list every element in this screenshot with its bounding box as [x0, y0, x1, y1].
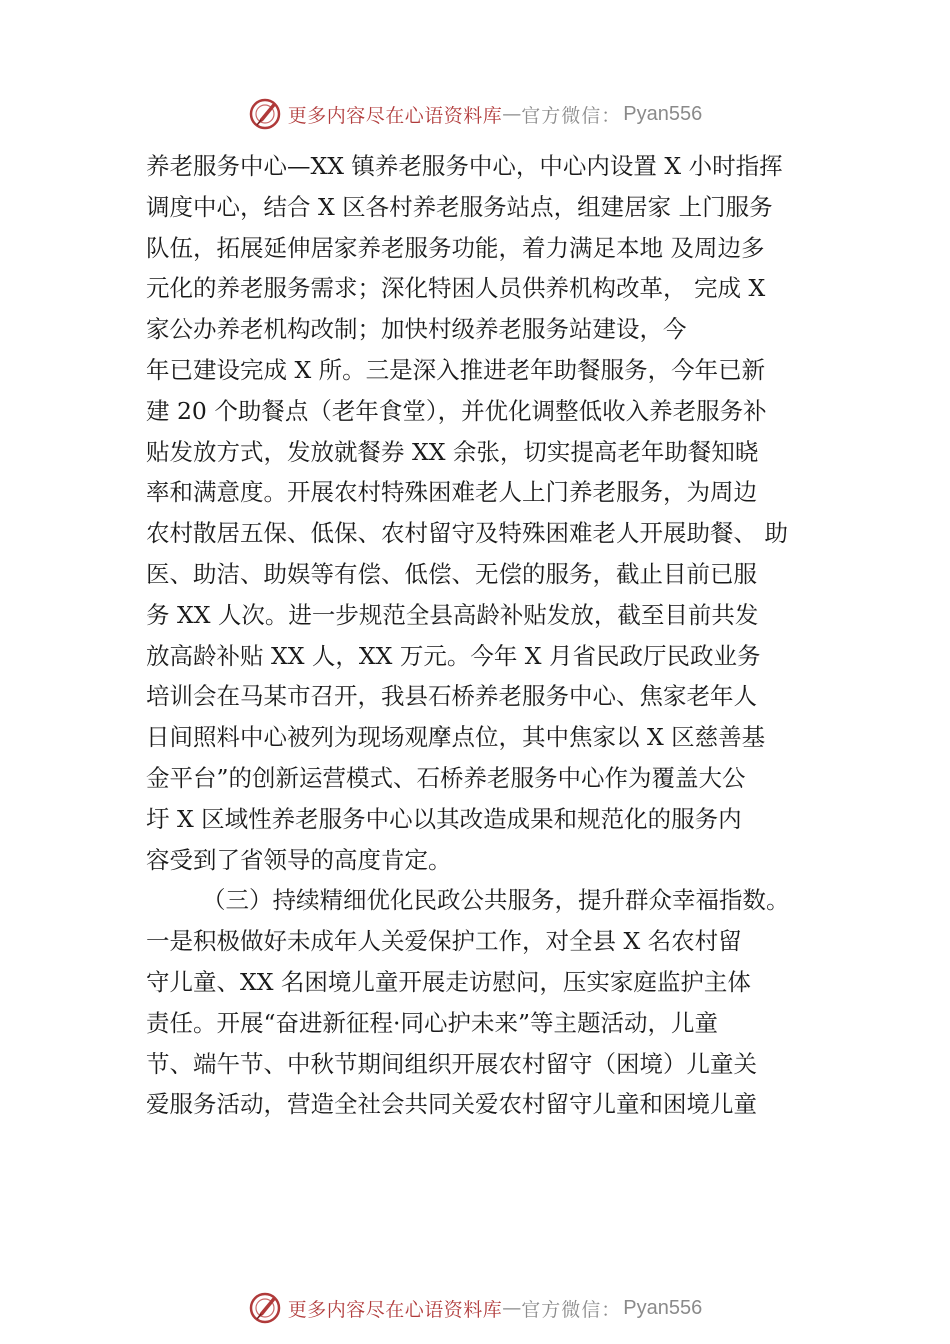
quill-seal-icon — [248, 97, 282, 131]
text-line: 培训会在马某市召开，我县石桥养老服务中心、焦家老年人 — [146, 682, 757, 711]
watermark-sub-text: 官方微信： — [521, 104, 622, 127]
text-line: 放高龄补贴 XX 人，XX 万元。今年 X 月省民政厅民政业务 — [146, 641, 761, 670]
document-body — [146, 146, 826, 1125]
quill-seal-icon — [248, 1291, 282, 1325]
watermark-sub-text: 官方微信： — [521, 1298, 622, 1321]
text-line: 家公办养老机构改制；加快村级养老服务站建设，今 — [146, 315, 687, 344]
watermark-account: Pyan556 — [623, 1296, 703, 1319]
watermark-separator: — — [502, 103, 522, 125]
watermark-main-text: 更多内容尽在心语资料库 — [287, 1298, 503, 1321]
watermark-separator: — — [502, 1297, 522, 1319]
watermark-account: Pyan556 — [623, 102, 703, 125]
text-line: 节、端午节、中秋节期间组织开展农村留守（困境）儿童关 — [146, 1049, 757, 1078]
watermark-main-text: 更多内容尽在心语资料库 — [287, 104, 503, 127]
text-line: 圩 X 区域性养老服务中心以其改造成果和规范化的服务内 — [146, 804, 742, 833]
text-line: 率和满意度。开展农村特殊困难老人上门养老服务，为周边 — [146, 478, 757, 507]
text-line: 元化的养老服务需求；深化特困人员供养机构改革， 完成 X — [146, 274, 766, 303]
header-watermark — [0, 94, 950, 134]
text-line: 金平台”的创新运营模式、石桥养老服务中心作为覆盖大公 — [146, 763, 746, 792]
text-line: 一是积极做好未成年人关爱保护工作，对全县 X 名农村留 — [146, 927, 742, 956]
text-line: 队伍，拓展延伸居家养老服务功能，着力满足本地 及周边多 — [146, 233, 765, 262]
text-line: 责任。开展“奋进新征程·同心护未来”等主题活动，儿童 — [146, 1008, 718, 1037]
text-line: 爱服务活动，营造全社会共同关爱农村留守儿童和困境儿童 — [146, 1090, 757, 1119]
text-line: 调度中心，结合 X 区各村养老服务站点，组建居家 上门服务 — [146, 192, 773, 221]
text-line: （三）持续精细优化民政公共服务，提升群众幸福指数。 — [202, 886, 790, 915]
text-line: 日间照料中心被列为现场观摩点位，其中焦家以 X 区慈善基 — [146, 723, 766, 752]
text-line: 贴发放方式，发放就餐券 XX 余张，切实提高老年助餐知晓 — [146, 437, 759, 466]
text-line: 年已建设完成 X 所。三是深入推进老年助餐服务，今年已新 — [146, 355, 766, 384]
text-line: 守儿童、XX 名困境儿童开展走访慰问，压实家庭监护主体 — [146, 967, 751, 996]
text-line: 养老服务中心—XX 镇养老服务中心，中心内设置 X 小时指挥 — [146, 152, 783, 180]
text-line: 建 20 个助餐点（老年食堂），并优化调整低收入养老服务补 — [146, 396, 767, 425]
text-line: 务 XX 人次。进一步规范全县高龄补贴发放，截至目前共发 — [146, 600, 759, 629]
text-line: 容受到了省领导的高度肯定。 — [146, 845, 452, 874]
footer-watermark — [0, 1288, 950, 1328]
text-line: 医、助洁、助娱等有偿、低偿、无偿的服务，截止目前已服 — [146, 559, 757, 588]
text-line: 农村散居五保、低保、农村留守及特殊困难老人开展助餐、 助 — [146, 519, 788, 548]
